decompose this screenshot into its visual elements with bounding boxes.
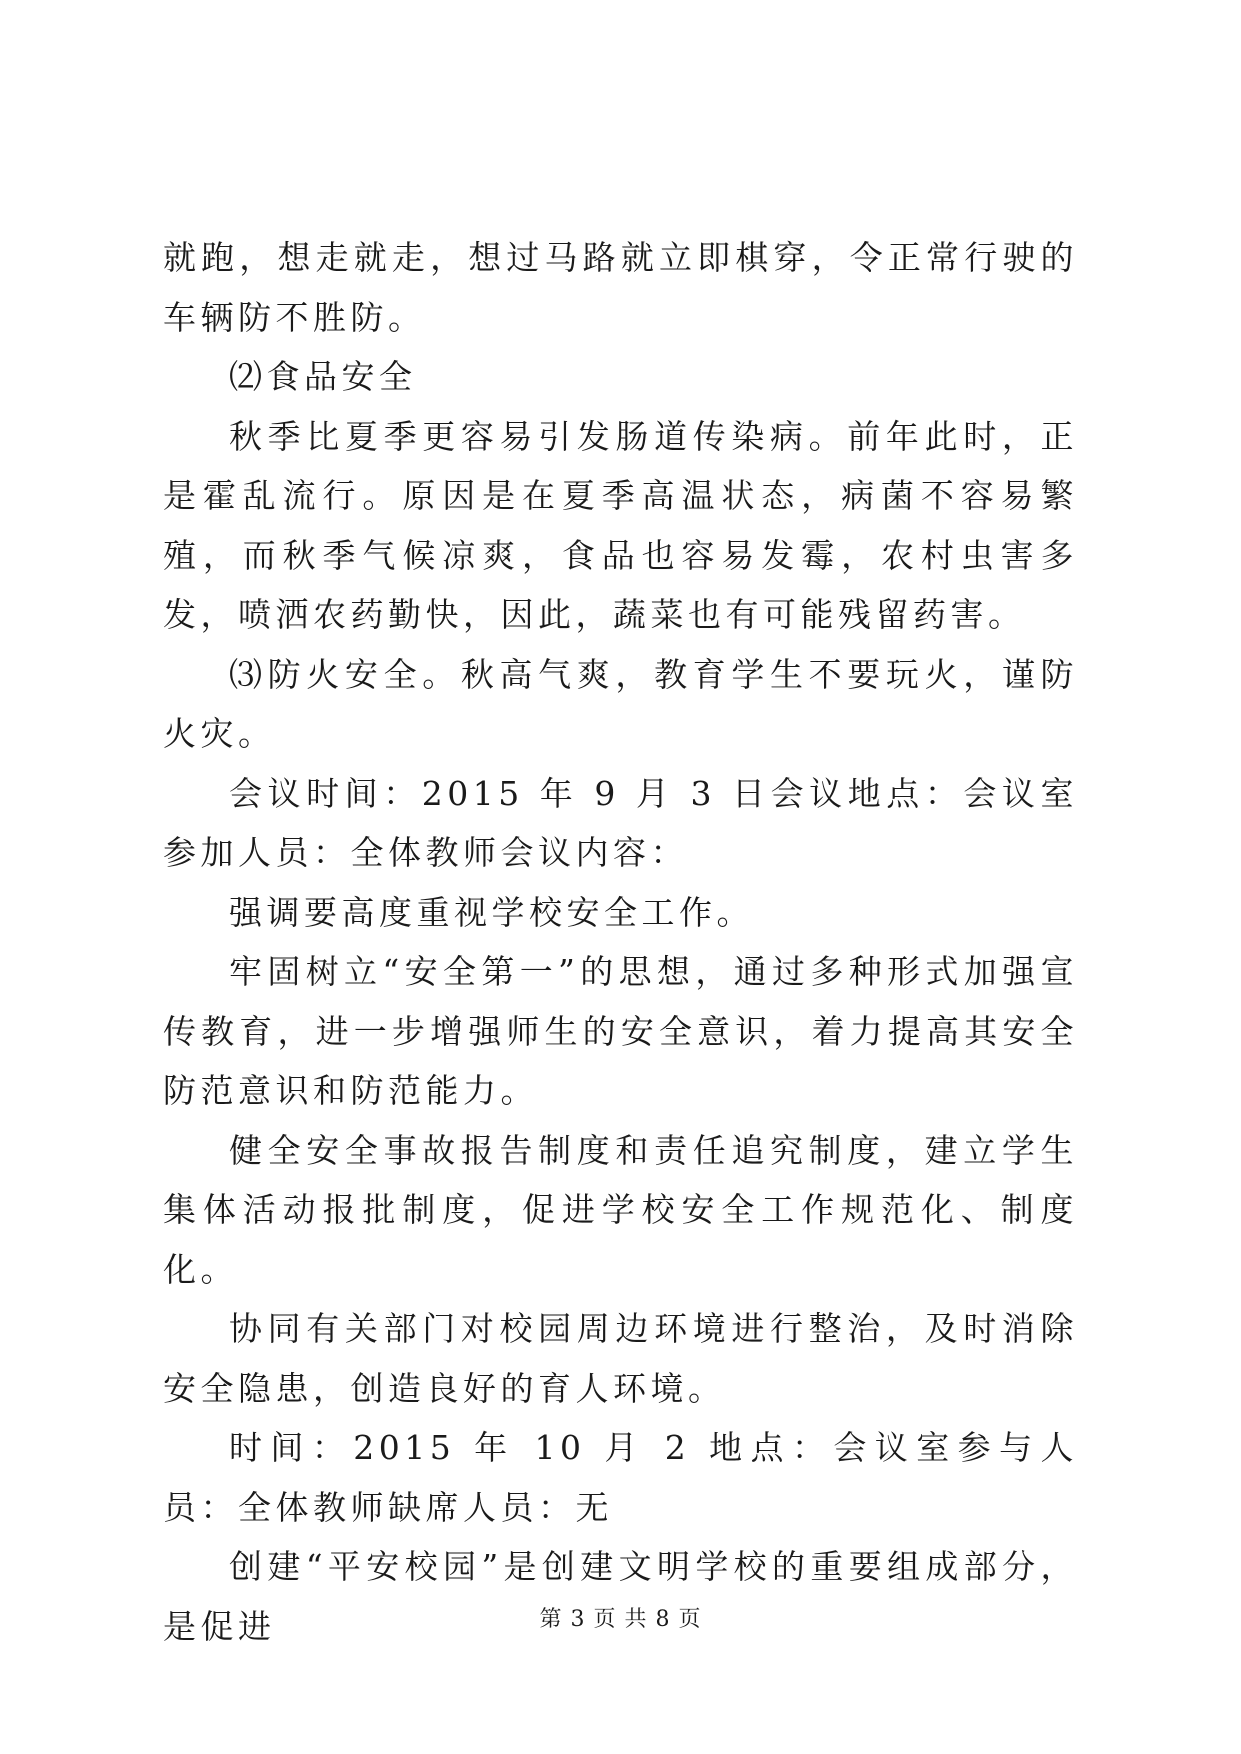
paragraph-emphasis: 强调要高度重视学校安全工作。 [229, 892, 754, 932]
paragraph-meeting-info-1: 会议时间：2015 年 9 月 3 日会议地点：会议室参加人员：全体教师会议内容： [163, 773, 1078, 872]
paragraph-fire-safety: ⑶防火安全。秋高气爽，教育学生不要玩火，谨防火灾。 [163, 654, 1078, 753]
paragraph-campus-environment: 协同有关部门对校园周边环境进行整治，及时消除安全隐患，创造良好的育人环境。 [163, 1309, 1078, 1408]
paragraph-reporting-system: 健全安全事故报告制度和责任追究制度，建立学生集体活动报批制度，促进学校安全工作规范化、制度化。 [163, 1130, 1078, 1289]
heading-food-safety: ⑵食品安全 [229, 357, 417, 396]
paragraph-continuation: 就跑，想走就走，想过马路就立即棋穿，令正常行驶的车辆防不胜防。 [163, 238, 1078, 337]
paragraph-meeting-info-2: 时间：2015 年 10 月 2 地点：会议室参与人员：全体教师缺席人员：无 [163, 1428, 1078, 1527]
paragraph-safety-first: 牢固树立“安全第一”的思想，通过多种形式加强宣传教育，进一步增强师生的安全意识，着力提高其安全防范意识和防范能力。 [163, 952, 1078, 1110]
paragraph-safe-campus: 创建“平安校园”是创建文明学校的重要组成部分，是促进 [163, 1547, 1078, 1646]
page-body [163, 228, 1078, 1656]
page-number-footer: 第 3 页 共 8 页 [539, 1607, 702, 1632]
paragraph-food-safety: 秋季比夏季更容易引发肠道传染病。前年此时，正是霍乱流行。原因是在夏季高温状态，病菌不容易繁殖，而秋季气候凉爽，食品也容易发霉，农村虫害多发，喷洒农药勤快，因此，蔬菜也有可能残留药害。 [163, 416, 1078, 634]
